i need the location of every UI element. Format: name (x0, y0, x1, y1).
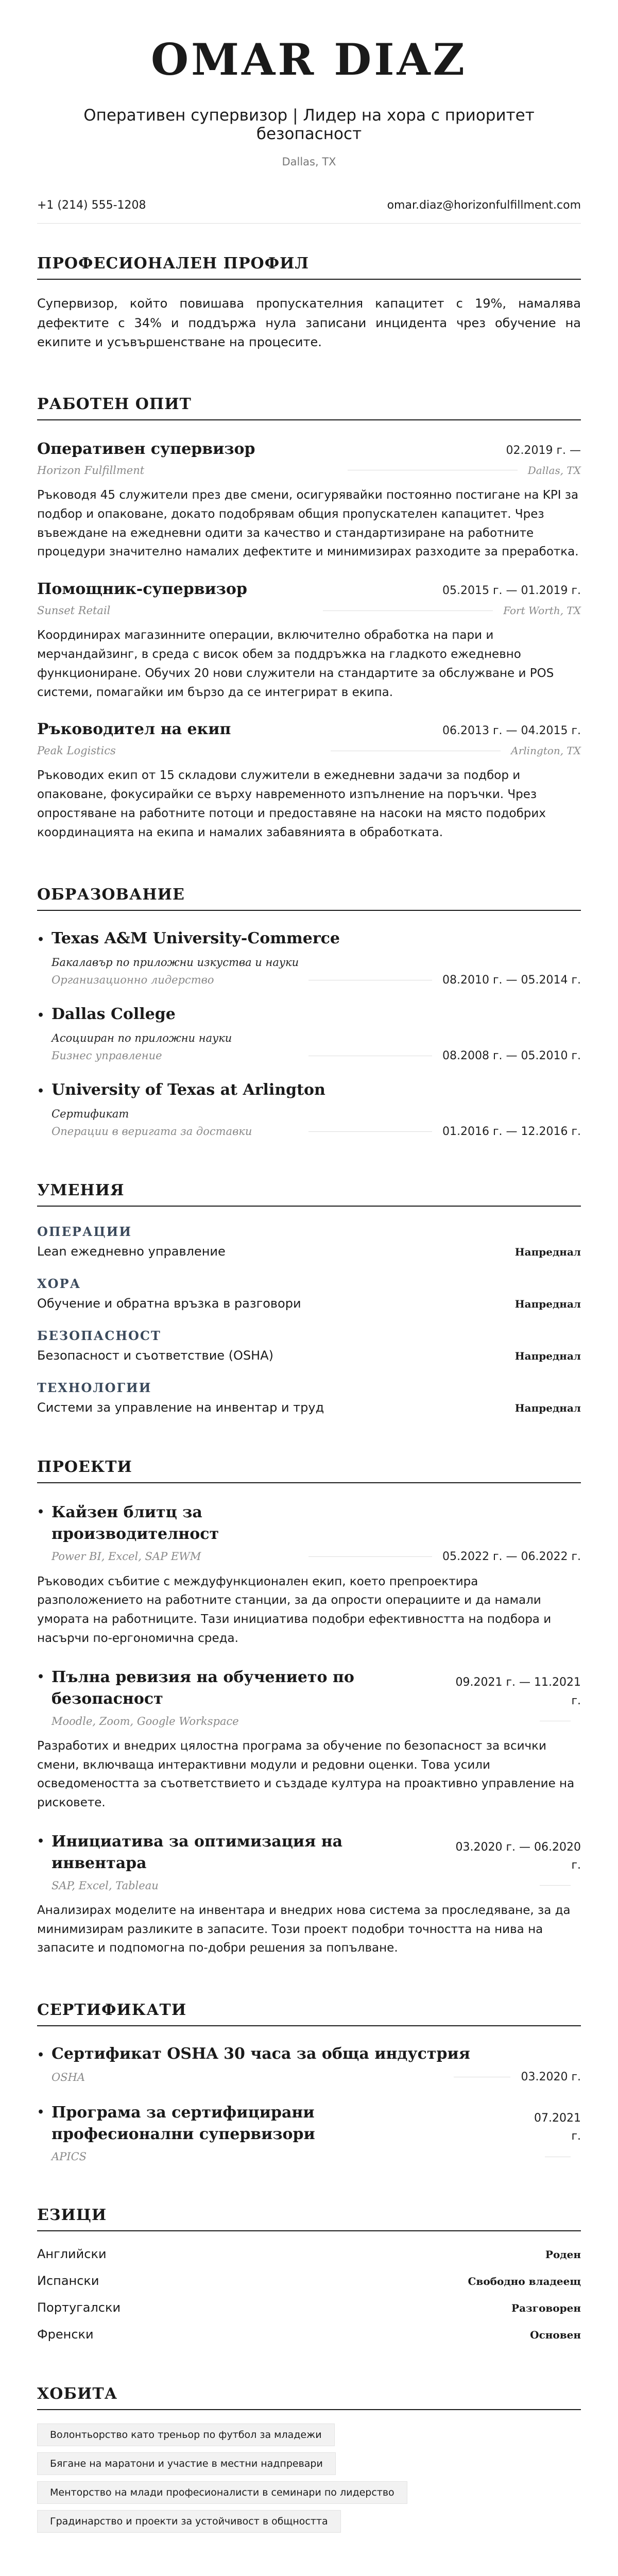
education-entry (37, 1081, 581, 1138)
field-of-study: Бизнес управление (52, 1049, 162, 1062)
section-title: ПРОЕКТИ (37, 1458, 581, 1483)
language-name: Испански (37, 2274, 99, 2289)
hobby-list (37, 2424, 581, 2539)
skill-category: ХОРА (37, 1276, 81, 1291)
skill-level: Напреднал (514, 1401, 581, 1414)
bullet-icon: • (37, 2106, 45, 2120)
skill-category: ТЕХНОЛОГИИ (37, 1380, 152, 1395)
section-title: ОБРАЗОВАНИЕ (37, 886, 581, 911)
job-description: Ръководих екип от 15 складови служители в ежедневни задачи за подбор и опаковане, фокусирайки се върху навременното изпълнение на поръчки. Чрез опростяване на работните потоци и предоставяне на насоки на място подобрих координацията на екипа и намалих забавянията в обработката. (37, 769, 546, 839)
section-title: ПРОФЕСИОНАЛЕН ПРОФИЛ (37, 255, 581, 280)
education-entry (37, 929, 581, 987)
certificates-section (37, 2001, 581, 2163)
experience-section (37, 395, 581, 842)
language-level: Разговорен (511, 2302, 581, 2315)
headline: Оперативен супервизор | Лидер на хора с приоритет безопасност (83, 106, 535, 144)
certificate-issuer: OSHA (52, 2071, 85, 2083)
section-title: УМЕНИЯ (37, 1181, 581, 1207)
degree: Бакалавър по приложни изкуства и науки (52, 956, 299, 969)
field-of-study: Операции в веригата за доставки (52, 1125, 252, 1138)
skill-level: Напреднал (514, 1349, 581, 1362)
bullet-icon: • (37, 1834, 45, 1848)
education-entry (37, 1005, 581, 1062)
hobby-tag: Градинарство и проекти за устойчивост в общността (37, 2510, 341, 2533)
language-name: Френски (37, 2327, 94, 2342)
job-dates: 05.2015 г. — 01.2019 г. (442, 584, 581, 598)
degree: Сертификат (52, 1107, 129, 1120)
project-dates: 09.2021 г. — 11.2021 г. (455, 1676, 581, 1707)
projects-section (37, 1458, 581, 1958)
email: omar.diaz@horizonfulfillment.com (387, 199, 581, 212)
job-description: Ръководя 45 служители през две смени, осигурявайки постоянно постигане на KPI за подбор и опаковане, докато подобрявам общия пропускателен капацитет. Чрез въвеждане на ежедневни одити за качество и стандартизиране на работните процедури значително намалих дефектите и минимизирах разходите за преработка. (37, 488, 579, 559)
language-row (37, 2274, 581, 2288)
school-name: University of Texas at Arlington (52, 1080, 325, 1099)
language-name: Английски (37, 2247, 107, 2262)
skill-name: Безопасност и съответствие (OSHA) (37, 1348, 274, 1363)
company: Horizon Fulfillment (37, 464, 145, 477)
profile-section (37, 255, 581, 352)
certificate-date: 03.2020 г. (521, 2071, 581, 2084)
project-dates: 05.2022 г. — 06.2022 г. (442, 1550, 581, 1563)
hobby-tag: Менторство на млади професионалисти в семинари по лидерство (37, 2481, 407, 2504)
experience-entry (37, 720, 581, 842)
project-entry (37, 1502, 581, 1648)
job-title: Оперативен супервизор (37, 439, 255, 458)
section-title: СЕРТИФИКАТИ (37, 2001, 581, 2026)
header-location: Dallas, TX (282, 156, 336, 168)
education-dates: 08.2010 г. — 05.2014 г. (442, 973, 581, 987)
project-dates: 03.2020 г. — 06.2020 г. (455, 1840, 581, 1872)
phone: +1 (214) 555-1208 (37, 199, 146, 212)
education-section (37, 886, 581, 1138)
language-row (37, 2247, 581, 2261)
language-level: Свободно владеещ (468, 2275, 581, 2288)
bullet-icon: • (37, 1008, 45, 1022)
school-name: Texas A&M University-Commerce (52, 929, 340, 947)
experience-entry (37, 580, 581, 702)
dotted-leader (308, 1131, 432, 1132)
project-entry (37, 1667, 581, 1812)
project-description: Ръководих събитие с междуфункционален екип, което препроектира разположението на работните станции, за да опрости операциите и да намали умората на работниците. Тази инициатива подобри ефективността на подбора и насърчи по-ергономична среда. (37, 1574, 552, 1645)
hobbies-section (37, 2385, 581, 2539)
project-tools: SAP, Excel, Tableau (52, 1879, 159, 1892)
project-tools: Moodle, Zoom, Google Workspace (52, 1715, 239, 1727)
language-row (37, 2327, 581, 2342)
dotted-leader (308, 1556, 432, 1557)
experience-entry (37, 440, 581, 562)
bullet-icon: • (37, 2048, 45, 2062)
job-dates: 02.2019 г. — (506, 444, 581, 457)
bullet-icon: • (37, 1505, 45, 1519)
project-tools: Power BI, Excel, SAP EWM (52, 1550, 201, 1563)
skill-category: БЕЗОПАСНОСТ (37, 1328, 161, 1343)
job-location: Arlington, TX (511, 744, 581, 757)
skills-section (37, 1181, 581, 1415)
candidate-name: OMAR DIAZ (150, 34, 467, 85)
education-dates: 01.2016 г. — 12.2016 г. (442, 1125, 581, 1138)
certificate-entry (37, 2045, 581, 2083)
hobby-tag: Волонтьорство като треньор по футбол за младежи (37, 2424, 335, 2446)
education-dates: 08.2008 г. — 05.2010 г. (442, 1049, 581, 1062)
school-name: Dallas College (52, 1005, 176, 1023)
language-name: Португалски (37, 2300, 121, 2315)
field-of-study: Организационно лидерство (52, 974, 214, 987)
skill-name: Lean ежедневно управление (37, 1244, 226, 1259)
section-title: ЕЗИЦИ (37, 2206, 581, 2231)
skill-row (37, 1348, 581, 1363)
job-location: Dallas, TX (527, 464, 581, 477)
certificate-issuer: APICS (52, 2150, 87, 2163)
dotted-leader (540, 1885, 571, 1886)
skill-name: Системи за управление на инвентар и труд (37, 1400, 324, 1415)
section-title: РАБОТЕН ОПИТ (37, 395, 581, 420)
profile-text: Супервизор, който повишава пропускателния капацитет с 19%, намалява дефектите с 34% и поддържа нула записани инцидента чрез обучение на екипите и усъвършенстване на процесите. (37, 296, 581, 349)
contact-row (37, 199, 581, 212)
project-entry (37, 1831, 581, 1958)
project-name: Кайзен блитц за производителност (52, 1503, 219, 1543)
company: Sunset Retail (37, 604, 111, 617)
bullet-icon: • (37, 1084, 45, 1098)
languages-list (37, 2247, 581, 2342)
certificate-name: Програма за сертифицирани професионални супервизори (52, 2104, 315, 2144)
section-title: ХОБИТА (37, 2385, 581, 2410)
project-name: Инициатива за оптимизация на инвентара (52, 1832, 343, 1872)
job-location: Fort Worth, TX (503, 604, 581, 617)
languages-section (37, 2206, 581, 2342)
project-description: Разработих и внедрих цялостна програма за обучение по безопасност за всички смени, включваща интерактивни модули и редовни оценки. Това усили осведомеността за съответствието и създаде култура на проактивно управление на рисковете. (37, 1739, 575, 1810)
project-description: Анализирах моделите на инвентара и внедрих нова система за проследяване, за да минимизирам разликите в запасите. Този проект подобри точността на нива на запасите и подпомогна по-добри решения за попълване. (37, 1903, 571, 1955)
degree: Асоцииран по приложни науки (52, 1031, 232, 1044)
contact-divider (37, 223, 581, 224)
certificate-name: Сертификат OSHA 30 часа за обща индустрия (52, 2045, 470, 2063)
language-level: Роден (545, 2248, 581, 2261)
language-row (37, 2300, 581, 2315)
job-dates: 06.2013 г. — 04.2015 г. (442, 724, 581, 738)
skill-category: ОПЕРАЦИИ (37, 1224, 132, 1239)
project-name: Пълна ревизия на обучението по безопасност (52, 1668, 354, 1708)
certificate-date: 07.2021 г. (534, 2111, 581, 2143)
job-description: Координирах магазинните операции, включително обработка на пари и мерчандайзинг, в среда с висок обем за поддръжка на гладкото ежедневно функциониране. Обучих 20 нови служители на стандартите за обслужване и POS системи, помагайки им бързо да се интегрират в екипа. (37, 629, 554, 699)
job-title: Помощник-супервизор (37, 580, 247, 599)
language-level: Основен (530, 2329, 581, 2342)
skill-row (37, 1244, 581, 1259)
company: Peak Logistics (37, 744, 116, 757)
bullet-icon: • (37, 1670, 45, 1684)
skill-name: Обучение и обратна връзка в разговори (37, 1296, 301, 1311)
hobby-tag: Бягане на маратони и участие в местни надпревари (37, 2452, 336, 2475)
skill-level: Напреднал (514, 1297, 581, 1310)
skill-level: Напреднал (514, 1245, 581, 1258)
skill-row (37, 1400, 581, 1415)
bullet-icon: • (37, 933, 45, 946)
job-title: Ръководител на екип (37, 720, 231, 739)
certificate-entry (37, 2102, 581, 2163)
skill-row (37, 1296, 581, 1311)
